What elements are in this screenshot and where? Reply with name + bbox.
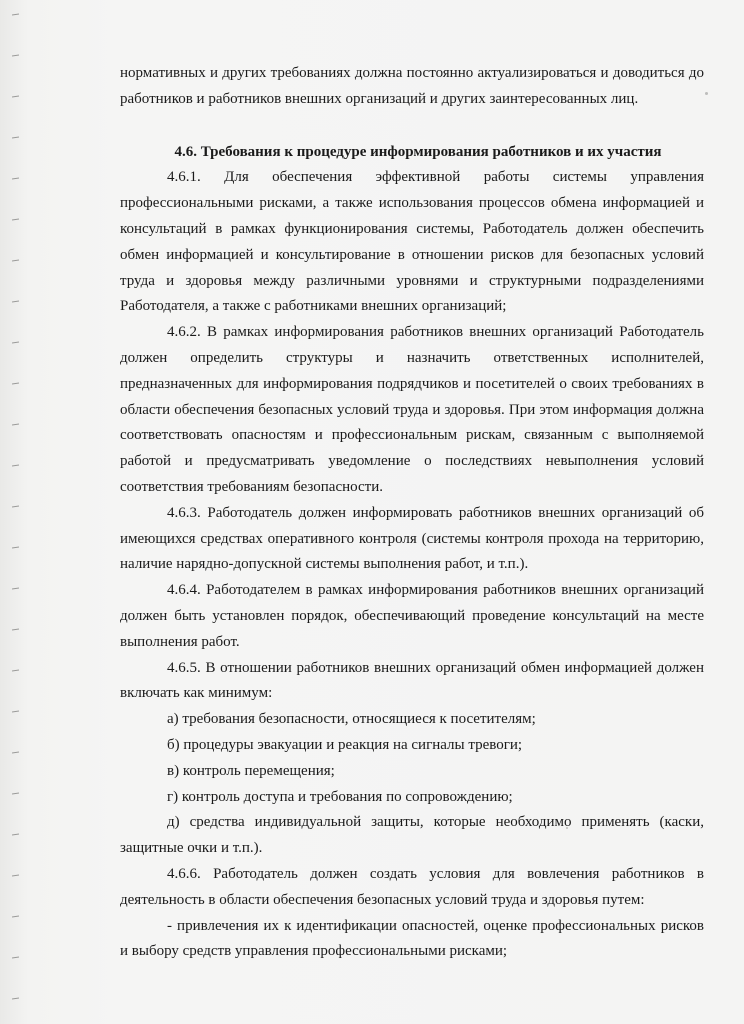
list-item: а) требования безопасности, относящиеся к посетителям; — [167, 711, 536, 728]
list-item-involvement: - привлечения их к идентификации опасностей, оценке профессиональных рисков и выбору средств управления профессиональными рисками; — [120, 917, 704, 960]
paragraph-4-6-3: 4.6.3. Работодатель должен информировать работников внешних организаций об имеющихся средствах оперативного контроля (системы контроля прохода на территорию, наличие нарядно-допускной системы выполнения работ, и т.п.). — [120, 504, 704, 573]
scan-speck — [705, 92, 708, 95]
paragraph-4-6-1: 4.6.1. Для обеспечения эффективной работы системы управления профессиональными рисками, а также использования процессов обмена информацией и консультаций в рамках функционирования системы, Работодатель должен обеспечить обмен информацией и консультирование в отношении рисков для безопасных условий труда и здоровья между различными уровнями и структурными подразделениями Работодателя, а также с работниками внешних организаций; — [120, 169, 704, 315]
opening-paragraph: нормативных и других требованиях должна постоянно актуализироваться и доводиться до работников и работников внешних организаций и других заинтересованных лиц. — [120, 65, 704, 107]
paragraph-4-6-5: 4.6.5. В отношении работников внешних организаций обмен информацией должен включать как минимум: — [120, 659, 704, 702]
paragraph-4-6-6: 4.6.6. Работодатель должен создать условия для вовлечения работников в деятельность в области обеспечения безопасных условий труда и здоровья путем: — [120, 865, 704, 908]
paragraph-4-6-2: 4.6.2. В рамках информирования работников внешних организаций Работодатель должен определить структуры и назначить ответственных исполнителей, предназначенных для информирования подрядчиков и посетителей о своих требованиях в области обеспечения безопасных условий труда и здоровья. При этом информация должна соответствовать опасностям и профессиональным рискам, связанным с выполняемой работой и предусматривать уведомление о последствиях невыполнения условий соответствия требованиям безопасности. — [120, 324, 704, 495]
list-item: в) контроль перемещения; — [167, 762, 335, 779]
section-heading: 4.6. Требования к процедуре информирования работников и их участия — [174, 143, 662, 160]
list-item: б) процедуры эвакуации и реакция на сигналы тревоги; — [167, 736, 523, 753]
paragraph-4-6-4: 4.6.4. Работодателем в рамках информирования работников внешних организаций должен быть установлен порядок, обеспечивающий проведение консультаций на месте выполнения работ. — [120, 582, 704, 650]
list-item-d: д) средства индивидуальной защиты, которые необходимо применять (каски, защитные очки и т.п.). — [120, 814, 704, 857]
binding-hole-marks — [8, 10, 22, 1020]
list-item: г) контроль доступа и требования по сопровождению; — [167, 788, 513, 805]
document-body — [120, 61, 704, 965]
